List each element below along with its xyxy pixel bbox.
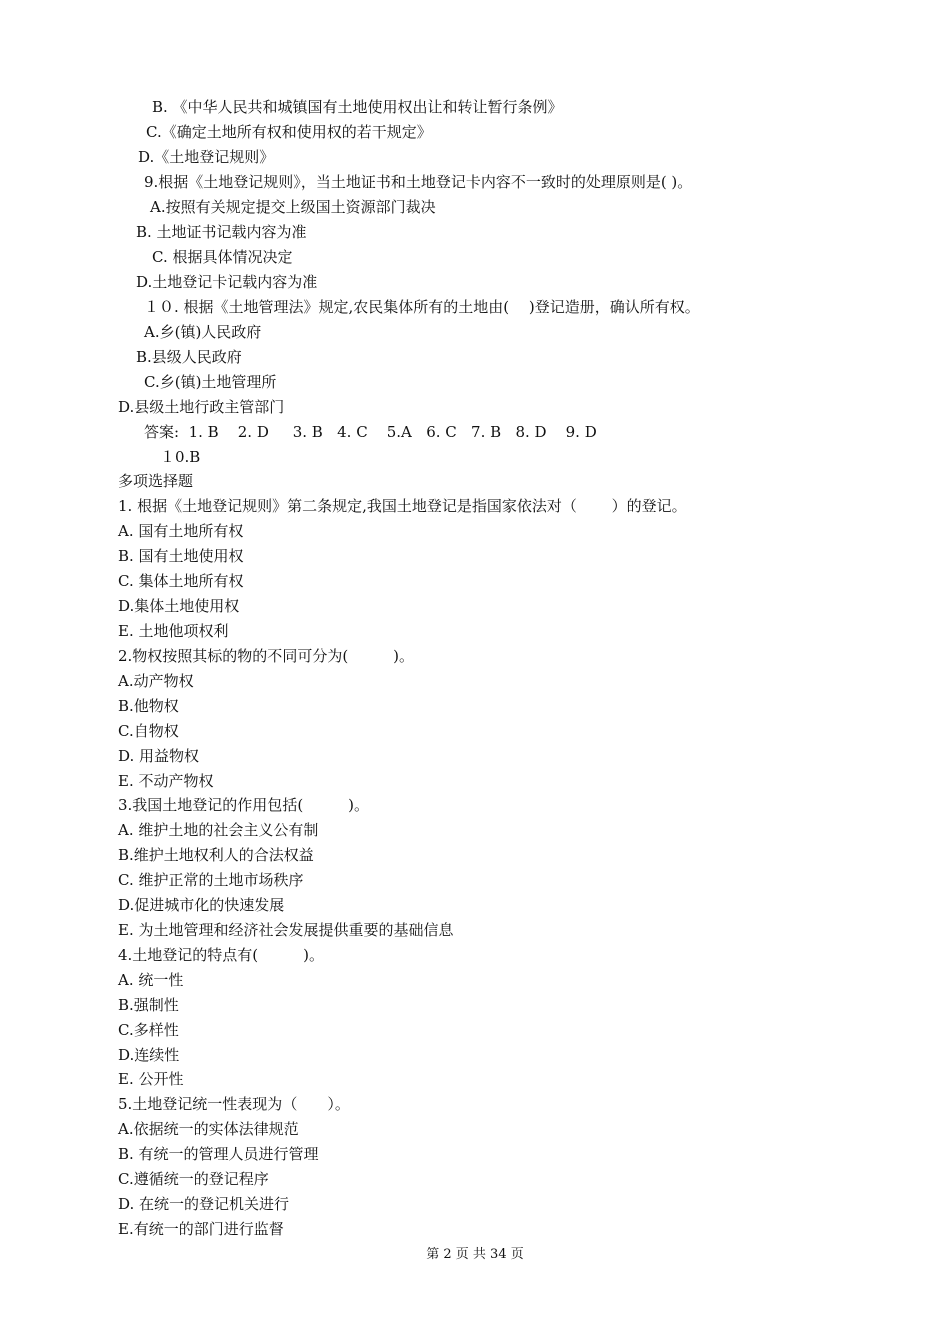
answer-line: １0.B [160,448,201,466]
text-line: A. 统一性 [118,971,184,989]
text-line: C. 根据具体情况决定 [152,248,293,266]
text-line: E. 不动产物权 [118,772,214,790]
text-line: E. 土地他项权利 [118,622,229,640]
text-line: 5.土地登记统一性表现为（ ）。 [118,1095,350,1113]
text-line: C.遵循统一的登记程序 [118,1170,269,1188]
text-line: D.《土地登记规则》 [138,148,275,166]
text-line: B.他物权 [118,697,179,715]
text-line: 2.物权按照其标的物的不同可分为( )。 [118,647,415,665]
text-line: D.土地登记卡记载内容为准 [136,273,318,291]
text-line: D.县级土地行政主管部门 [118,398,285,416]
text-line: E. 为土地管理和经济社会发展提供重要的基础信息 [118,921,454,939]
text-line: B.维护土地权利人的合法权益 [118,846,314,864]
text-line: E.有统一的部门进行监督 [118,1220,284,1238]
text-line: 4.土地登记的特点有( )。 [118,946,325,964]
text-line: C. 集体土地所有权 [118,572,244,590]
text-line: C.乡(镇)土地管理所 [144,373,277,391]
text-line: B.强制性 [118,996,179,1014]
text-line: 9.根据《土地登记规则》，当土地证书和土地登记卡内容不一致时的处理原则是( )。 [144,173,693,191]
text-line: A. 维护土地的社会主义公有制 [118,821,319,839]
text-line: B.县级人民政府 [136,348,242,366]
text-line: B. 有统一的管理人员进行管理 [118,1145,319,1163]
text-line: A. 国有土地所有权 [118,522,244,540]
text-line: 1. 根据《土地登记规则》第二条规定,我国土地登记是指国家依法对（ ）的登记。 [118,497,687,515]
text-line: A.乡(镇)人民政府 [144,323,262,341]
text-line: C.多样性 [118,1021,179,1039]
text-line: D. 在统一的登记机关进行 [118,1195,290,1213]
text-line: C.《确定土地所有权和使用权的若干规定》 [146,123,432,141]
text-line: B. 《中华人民共和城镇国有土地使用权出让和转让暂行条例》 [152,98,563,116]
text-line: B. 土地证书记载内容为准 [136,223,307,241]
text-line: D. 用益物权 [118,747,200,765]
text-line: A.动产物权 [118,672,194,690]
page-footer: 第 2 页 共 34 页 [426,1247,524,1262]
section-heading: 多项选择题 [118,472,194,490]
text-line: C. 维护正常的土地市场秩序 [118,871,304,889]
text-line: A.依据统一的实体法律规范 [118,1120,299,1138]
text-line: １０. 根据《土地管理法》规定,农民集体所有的土地由( )登记造册，确认所有权。 [144,298,700,316]
text-line: 3.我国土地登记的作用包括( )。 [118,796,370,814]
text-line: D.促进城市化的快速发展 [118,896,285,914]
text-line: D.集体土地使用权 [118,597,240,615]
text-line: A.按照有关规定提交上级国土资源部门裁决 [150,198,436,216]
text-line: E. 公开性 [118,1070,184,1088]
answer-line: 答案: 1. B 2. D 3. B 4. C 5.A 6. C 7. B 8. D 9. D [144,423,597,441]
text-line: B. 国有土地使用权 [118,547,244,565]
text-line: C.自物权 [118,722,179,740]
text-line: D.连续性 [118,1046,180,1064]
